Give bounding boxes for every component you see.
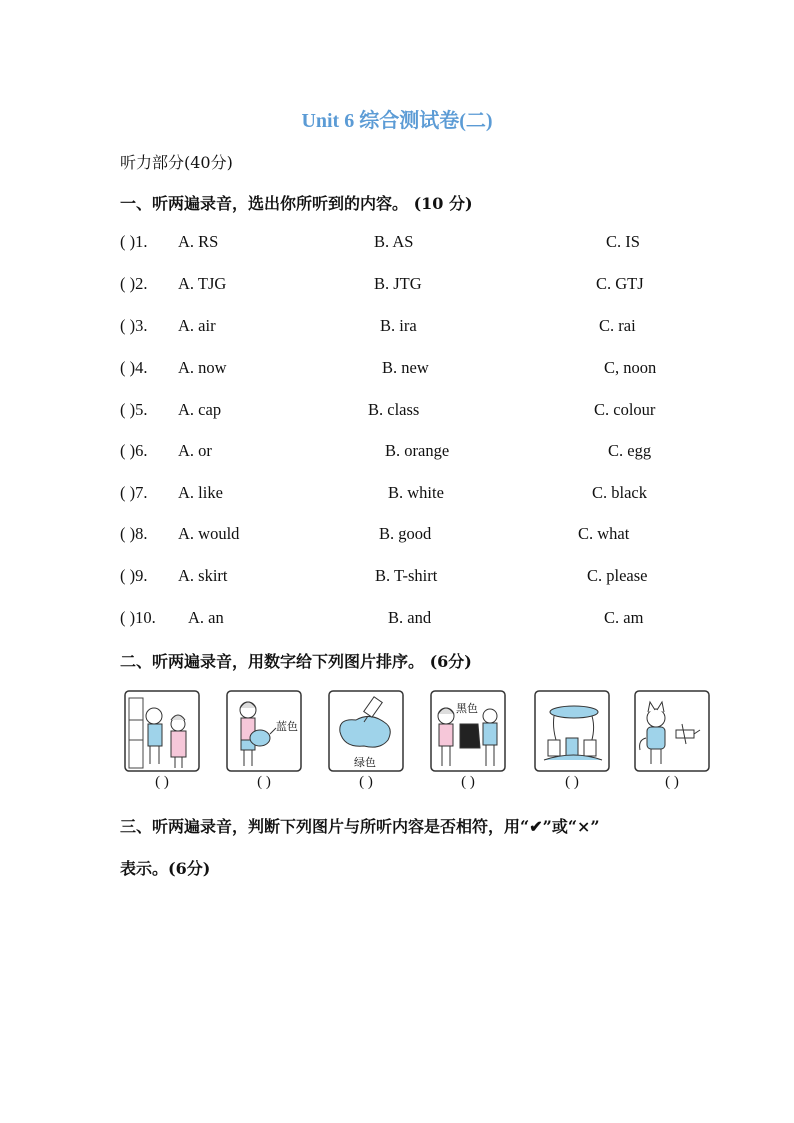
option-b: B. AS <box>374 232 414 251</box>
option-b: B. good <box>379 524 432 543</box>
picture-3 <box>328 690 404 790</box>
question-row <box>120 316 720 338</box>
option-b: B. orange <box>385 441 450 460</box>
option-a: A. cap <box>178 400 222 419</box>
picture-3-caption: 绿色 <box>354 756 376 769</box>
option-c: C. rai <box>599 316 636 335</box>
option-c: C. GTJ <box>596 274 644 293</box>
question-row <box>120 358 720 380</box>
picture-row <box>124 690 714 800</box>
picture-4-drawing <box>430 690 506 772</box>
option-a: A. TJG <box>178 274 227 293</box>
option-c: C. IS <box>606 232 640 251</box>
question-number[interactable]: ( )6. <box>120 441 148 460</box>
question-number[interactable]: ( )4. <box>120 358 148 377</box>
option-b: B. white <box>388 483 444 502</box>
picture-2-drawing <box>226 690 302 772</box>
option-b: B. new <box>382 358 429 377</box>
option-a: A. skirt <box>178 566 228 585</box>
picture-5 <box>534 690 610 790</box>
section1-heading: 一、听两遍录音，选出你所听到的内容。 (10 分) <box>120 194 473 213</box>
option-a: A. now <box>178 358 227 377</box>
option-c: C. egg <box>608 441 652 460</box>
option-a: A. like <box>178 483 223 502</box>
picture-4-answer-blank[interactable]: ( ) <box>461 774 475 790</box>
picture-4 <box>430 690 506 790</box>
option-a: A. or <box>178 441 212 460</box>
option-a: A. air <box>178 316 216 335</box>
section2-heading: 二、听两遍录音，用数字给下列图片排序。 (6分) <box>120 652 472 671</box>
option-a: A. would <box>178 524 240 543</box>
question-number[interactable]: ( )1. <box>120 232 148 251</box>
question-number[interactable]: ( )9. <box>120 566 148 585</box>
option-b: B. JTG <box>374 274 422 293</box>
option-b: B. class <box>368 400 420 419</box>
picture-4-caption: 黑色 <box>456 702 478 715</box>
option-c: C. colour <box>594 400 656 419</box>
picture-1-drawing <box>124 690 200 772</box>
picture-3-answer-blank[interactable]: ( ) <box>359 774 373 790</box>
question-number[interactable]: ( )2. <box>120 274 148 293</box>
option-c: C. what <box>578 524 630 543</box>
page-title: Unit 6 综合测试卷(二) <box>301 110 493 132</box>
question-row <box>120 400 720 422</box>
option-b: B. and <box>388 608 432 627</box>
question-row <box>120 524 720 546</box>
section3-heading-continued: 表示。(6分) <box>120 859 211 878</box>
option-c: C. please <box>587 566 648 585</box>
picture-5-answer-blank[interactable]: ( ) <box>565 774 579 790</box>
picture-6 <box>634 690 710 790</box>
question-number[interactable]: ( )7. <box>120 483 148 502</box>
question-number[interactable]: ( )8. <box>120 524 148 543</box>
question-number[interactable]: ( )5. <box>120 400 148 419</box>
picture-2-caption: 蓝色 <box>276 720 298 733</box>
question-row <box>120 483 720 505</box>
option-c: C, noon <box>604 358 657 377</box>
picture-1-answer-blank[interactable]: ( ) <box>155 774 169 790</box>
option-a: A. an <box>188 608 224 627</box>
picture-6-drawing <box>634 690 710 772</box>
question-row <box>120 441 720 463</box>
question-row <box>120 274 720 296</box>
picture-2-answer-blank[interactable]: ( ) <box>257 774 271 790</box>
section3-heading: 三、听两遍录音，判断下列图片与所听内容是否相符，用“✔”或“×” <box>120 817 600 836</box>
picture-3-drawing <box>328 690 404 772</box>
question-row <box>120 566 720 588</box>
picture-6-answer-blank[interactable]: ( ) <box>665 774 679 790</box>
option-c: C. black <box>592 483 647 502</box>
option-b: B. ira <box>380 316 417 335</box>
question-row <box>120 608 720 630</box>
option-a: A. RS <box>178 232 219 251</box>
option-b: B. T-shirt <box>375 566 438 585</box>
listening-part-label: 听力部分(40分) <box>120 153 233 172</box>
question-number[interactable]: ( )3. <box>120 316 148 335</box>
picture-2 <box>226 690 302 790</box>
picture-1 <box>124 690 200 790</box>
question-row <box>120 232 720 254</box>
picture-5-drawing <box>534 690 610 772</box>
option-c: C. am <box>604 608 644 627</box>
question-number[interactable]: ( )10. <box>120 608 156 627</box>
